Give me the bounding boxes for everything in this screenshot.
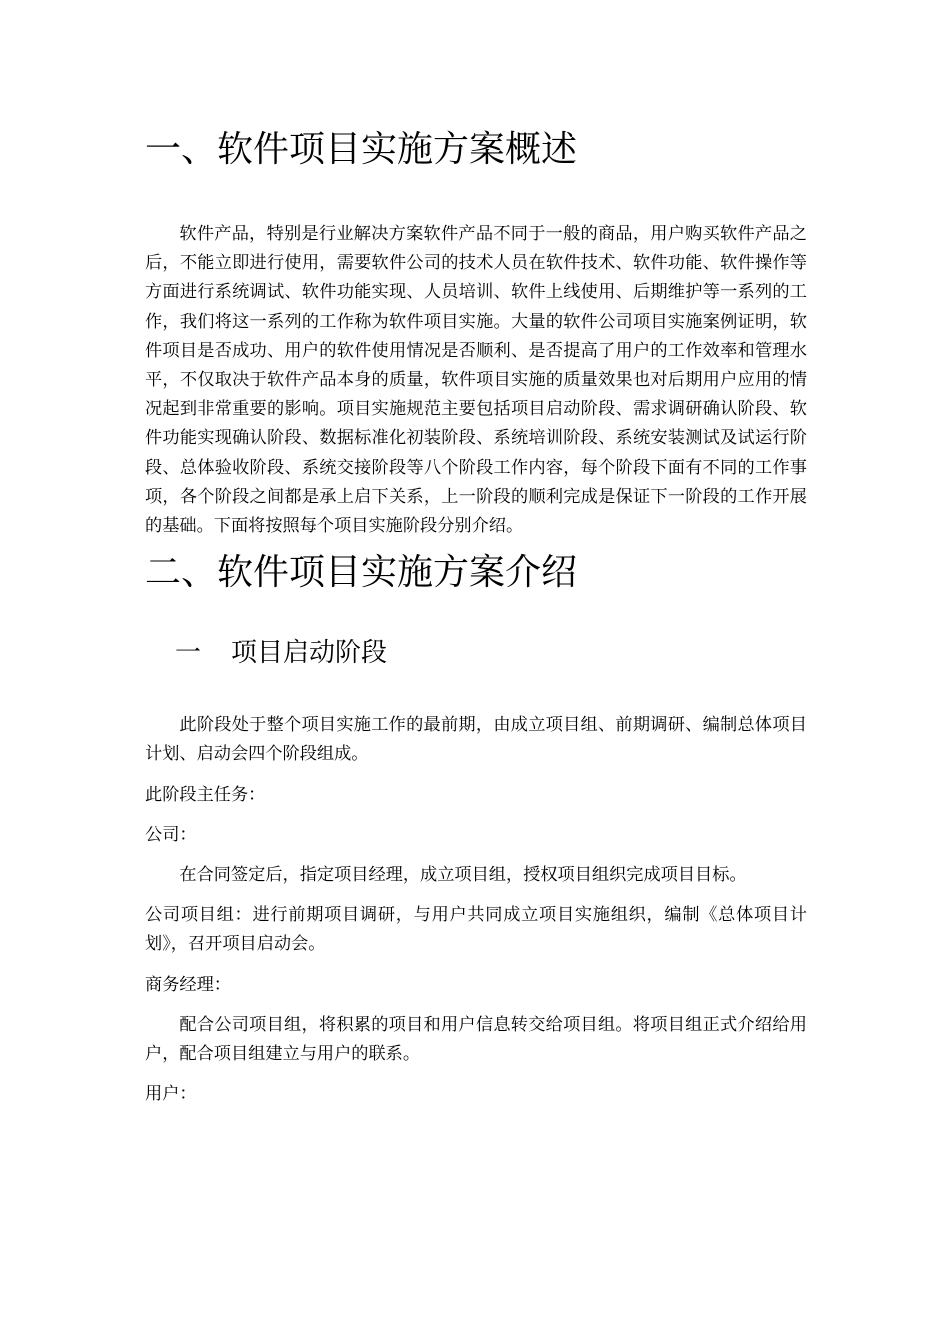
- subsection-number: 一: [175, 638, 202, 669]
- subsection-intro-paragraph: 此阶段处于整个项目实施工作的最前期，由成立项目组、前期调研、编制总体项目计划、启动会四个阶段组成。: [145, 715, 807, 765]
- company-label: 公司：: [145, 824, 197, 845]
- section-2-heading: 二、软件项目实施方案介绍: [145, 552, 578, 594]
- subsection-heading: [145, 629, 807, 677]
- business-manager-label: 商务经理：: [145, 974, 231, 995]
- project-team-paragraph: 公司项目组：进行前期项目调研，与用户共同成立项目实施组织，编制《总体项目计划》，召开项目启动会。: [145, 905, 807, 955]
- document-content: [145, 118, 807, 1109]
- company-paragraph: 在合同签定后，指定项目经理，成立项目组，授权项目组织完成项目目标。: [179, 865, 747, 886]
- business-manager-paragraph: 配合公司项目组，将积累的项目和用户信息转交给项目组。将项目组正式介绍给用户，配合项目组建立与用户的联系。: [145, 1014, 807, 1065]
- section-1-heading: 一、软件项目实施方案概述: [145, 129, 578, 170]
- user-label: 用户：: [145, 1084, 197, 1105]
- main-tasks-label: 此阶段主任务：: [145, 784, 266, 805]
- section-1-paragraph: 软件产品，特别是行业解决方案软件产品不同于一般的商品，用户购买软件产品之后，不能立即进行使用，需要软件公司的技术人员在软件技术、软件功能、软件操作等方面进行系统调试、软件功能实现、人员培训、软件上线使用、后期维护等一系列的工作，我们将这一系列的工作称为软件项目实施。大量的软件公司项目实施案例证明，软件项目是否成功、用户的软件使用情况是否顺利、是否提高了用户的工作效率和管理水平，不仅取决于软件产品本身的质量，软件项目实施的质量效果也对后期用户应用的情况起到非常重要的影响。项目实施规范主要包括项目启动阶段、需求调研确认阶段、软件功能实现确认阶段、数据标准化初装阶段、系统培训阶段、系统安装测试及试运行阶段、总体验收阶段、系统交接阶段等八个阶段工作内容，每个阶段下面有不同的工作事项，各个阶段之间都是承上启下关系，上一阶段的顺利完成是保证下一阶段的工作开展的基础。下面将按照每个项目实施阶段分别介绍。: [145, 224, 807, 537]
- subsection-title: 项目启动阶段: [231, 638, 388, 669]
